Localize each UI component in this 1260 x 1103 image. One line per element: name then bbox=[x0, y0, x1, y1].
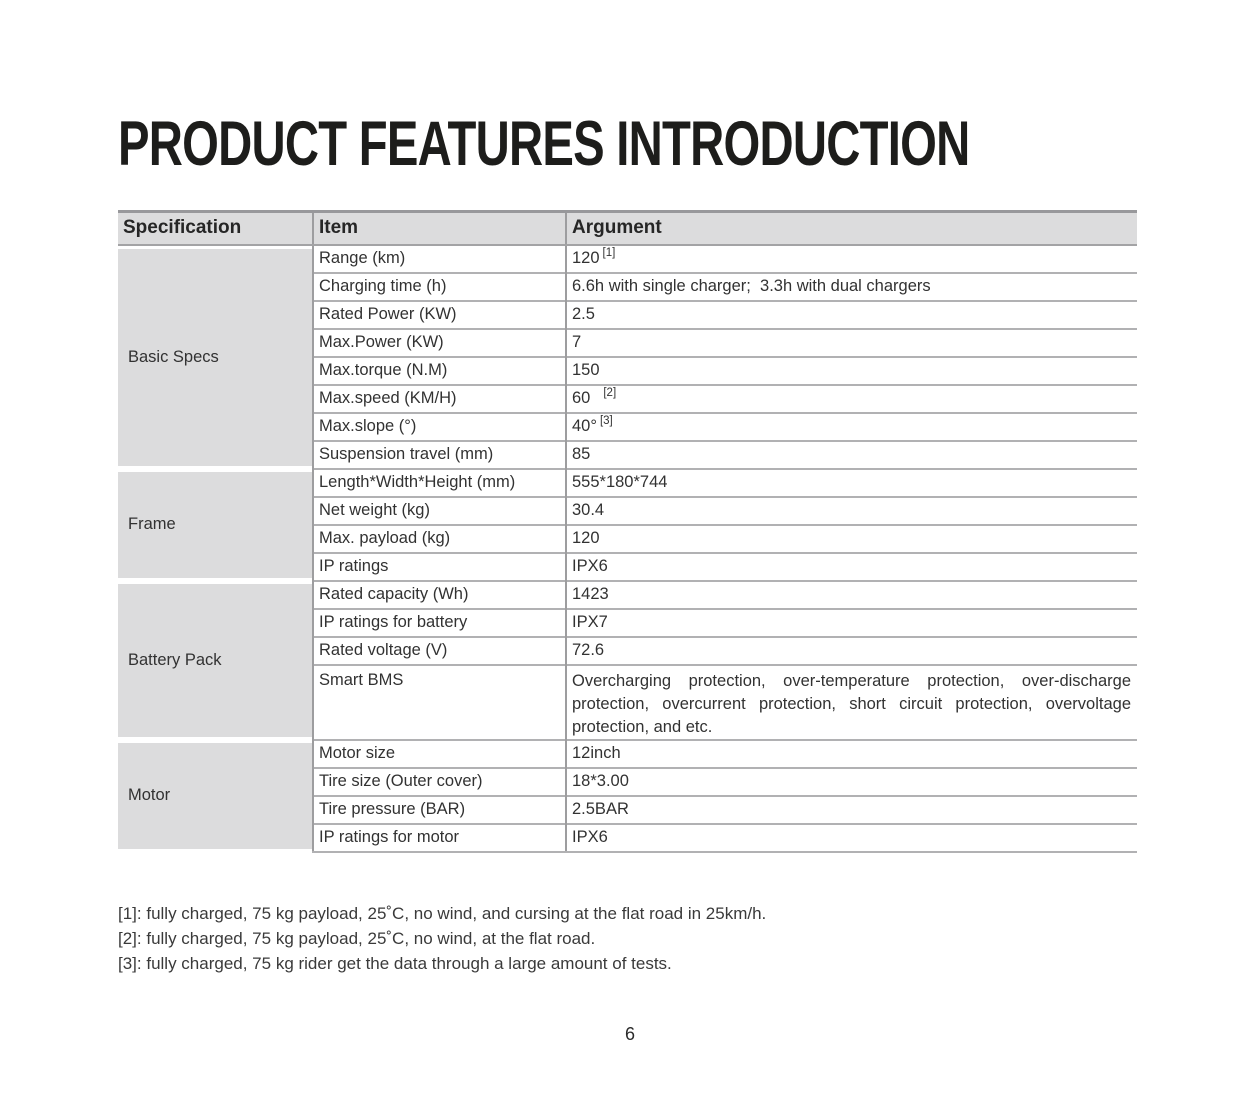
argument-value: 72.6 bbox=[572, 641, 605, 659]
item-cell: Tire pressure (BAR) bbox=[313, 796, 566, 824]
argument-value: 7 bbox=[572, 333, 582, 351]
page-title: PRODUCT FEATURES INTRODUCTION bbox=[118, 109, 970, 179]
footnote-reference: [1] bbox=[602, 247, 616, 259]
argument-value: IPX6 bbox=[572, 557, 608, 575]
argument-value: 6.6h with single charger; 3.3h with dual chargers bbox=[572, 277, 931, 295]
argument-cell bbox=[566, 245, 1137, 273]
spec-group-cell bbox=[118, 245, 313, 469]
footnote: [1]: fully charged, 75 kg payload, 25˚C, no wind, and cursing at the flat road in 25km/h. bbox=[118, 904, 767, 923]
item-cell: Rated voltage (V) bbox=[313, 637, 566, 665]
argument-cell bbox=[566, 796, 1137, 824]
argument-value: 120 bbox=[572, 529, 600, 547]
argument-value: 85 bbox=[572, 445, 591, 463]
argument-value: 150 bbox=[572, 361, 600, 379]
item-cell: IP ratings bbox=[313, 553, 566, 581]
header-item: Item bbox=[313, 212, 566, 245]
spec-group-label: Motor bbox=[128, 786, 171, 804]
spec-group-cell bbox=[118, 581, 313, 740]
argument-cell bbox=[566, 357, 1137, 385]
argument-cell bbox=[566, 637, 1137, 665]
argument-cell bbox=[566, 768, 1137, 796]
item-cell: Smart BMS bbox=[313, 665, 566, 740]
table-row bbox=[118, 245, 1137, 273]
argument-value: 60 bbox=[572, 389, 591, 407]
footnotes bbox=[118, 901, 766, 976]
item-cell: Max.torque (N.M) bbox=[313, 357, 566, 385]
argument-cell bbox=[566, 273, 1137, 301]
spec-table bbox=[118, 210, 1137, 853]
argument-cell bbox=[566, 665, 1137, 740]
item-cell: IP ratings for motor bbox=[313, 824, 566, 852]
spec-group-cell bbox=[118, 740, 313, 852]
item-cell: Max.speed (KM/H) bbox=[313, 385, 566, 413]
argument-cell bbox=[566, 385, 1137, 413]
spec-group-label: Frame bbox=[128, 515, 176, 533]
item-cell: IP ratings for battery bbox=[313, 609, 566, 637]
item-cell: Max. payload (kg) bbox=[313, 525, 566, 553]
item-cell: Rated capacity (Wh) bbox=[313, 581, 566, 609]
spec-group-label: Battery Pack bbox=[128, 650, 222, 669]
argument-value: 2.5 bbox=[572, 305, 595, 323]
footnote: [3]: fully charged, 75 kg rider get the data through a large amount of tests. bbox=[118, 954, 672, 973]
table-row bbox=[118, 581, 1137, 609]
argument-cell bbox=[566, 609, 1137, 637]
argument-value: IPX6 bbox=[572, 828, 608, 846]
table-header-row bbox=[118, 212, 1137, 245]
argument-value: 1423 bbox=[572, 585, 609, 603]
argument-cell bbox=[566, 525, 1137, 553]
table-row bbox=[118, 740, 1137, 768]
argument-cell bbox=[566, 301, 1137, 329]
argument-cell bbox=[566, 824, 1137, 852]
item-cell: Suspension travel (mm) bbox=[313, 441, 566, 469]
item-cell: Charging time (h) bbox=[313, 273, 566, 301]
argument-cell bbox=[566, 329, 1137, 357]
argument-cell bbox=[566, 581, 1137, 609]
argument-value: 120 bbox=[572, 249, 600, 267]
item-cell: Rated Power (KW) bbox=[313, 301, 566, 329]
argument-value: 18*3.00 bbox=[572, 772, 629, 790]
item-cell: Tire size (Outer cover) bbox=[313, 768, 566, 796]
argument-cell bbox=[566, 497, 1137, 525]
item-cell: Max.Power (KW) bbox=[313, 329, 566, 357]
argument-value: 12inch bbox=[572, 744, 621, 762]
header-specification: Specification bbox=[118, 212, 313, 245]
item-cell: Motor size bbox=[313, 740, 566, 768]
footnote-reference: [2] bbox=[603, 387, 617, 399]
header-argument: Argument bbox=[566, 212, 1137, 245]
item-cell: Length*Width*Height (mm) bbox=[313, 469, 566, 497]
item-cell: Range (km) bbox=[313, 245, 566, 273]
argument-value: 40° bbox=[572, 417, 597, 435]
footnote: [2]: fully charged, 75 kg payload, 25˚C, no wind, at the flat road. bbox=[118, 929, 596, 948]
table-row bbox=[118, 469, 1137, 497]
spec-group-label: Basic Specs bbox=[128, 347, 219, 366]
page-number: 6 bbox=[624, 1024, 635, 1044]
argument-value: Overcharging protection, over-temperature protection, over-discharge protection, overcurrent protection, short circuit protection, overvoltage protection, and etc. bbox=[572, 671, 1136, 736]
argument-value: 30.4 bbox=[572, 501, 605, 519]
item-cell: Net weight (kg) bbox=[313, 497, 566, 525]
argument-value: 2.5BAR bbox=[572, 800, 629, 818]
spec-group-cell bbox=[118, 469, 313, 581]
item-cell: Max.slope (°) bbox=[313, 413, 566, 441]
footnote-reference: [3] bbox=[599, 415, 613, 427]
argument-cell bbox=[566, 413, 1137, 441]
argument-cell bbox=[566, 740, 1137, 768]
argument-cell bbox=[566, 441, 1137, 469]
argument-value: 555*180*744 bbox=[572, 473, 668, 491]
argument-cell bbox=[566, 553, 1137, 581]
argument-value: IPX7 bbox=[572, 613, 608, 631]
argument-cell bbox=[566, 469, 1137, 497]
